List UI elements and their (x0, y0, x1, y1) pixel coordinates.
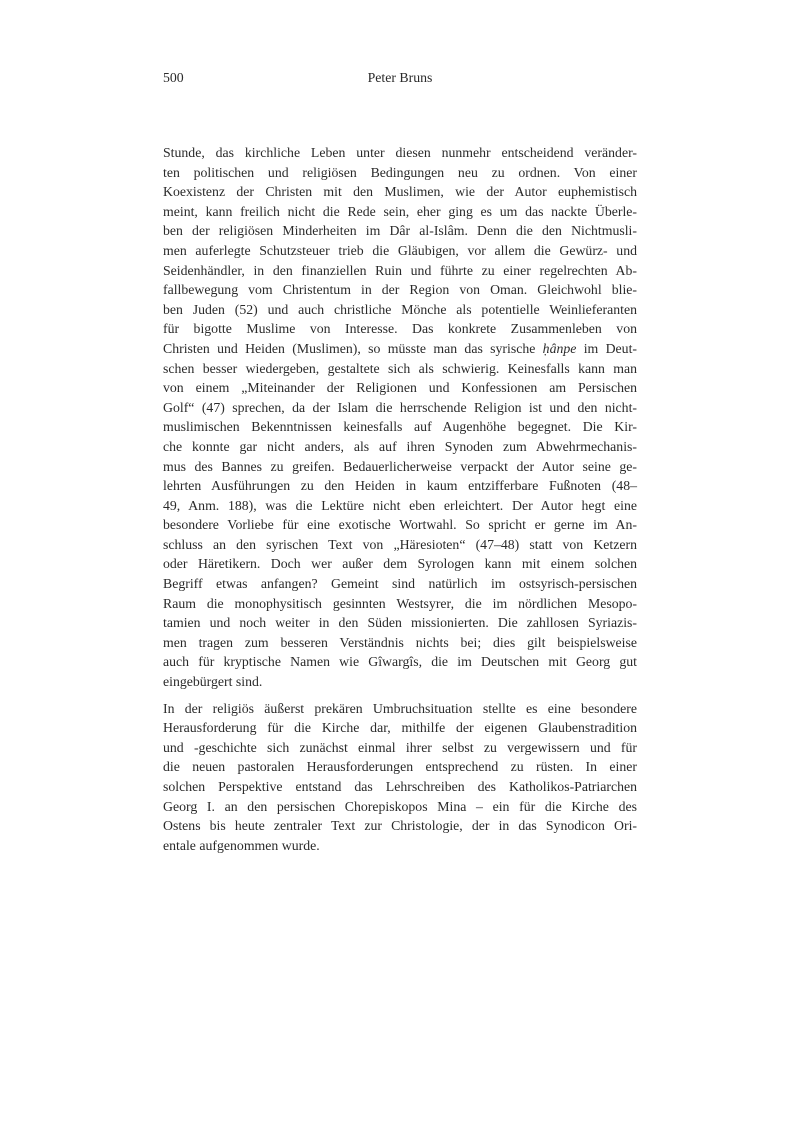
text-line: meint, kann freilich nicht die Rede sein, eher ging es um das nackte Überle- (163, 203, 637, 219)
text-line: Christen und Heiden (Muslimen), so müsste man das syrische ḥânpe im Deut- (163, 340, 637, 356)
text-line: besondere Vorliebe für eine exotische Wortwahl. So spricht er gerne im An- (163, 517, 637, 533)
text-line: von einem „Miteinander der Religionen und Konfessionen am Persischen (163, 380, 637, 396)
text-line: solchen Perspektive entstand das Lehrschreiben des Katholikos-Patriarchen (163, 779, 637, 794)
text-line: Georg I. an den persischen Chorepiskopos Mina – ein für die Kirche des (163, 798, 637, 814)
text-line: fallbewegung vom Christentum in der Region von Oman. Gleichwohl blie- (163, 282, 637, 298)
paragraph-1 (163, 143, 637, 692)
text-line: muslimischen Bekenntnissen keinesfalls auf Augenhöhe begegnet. Die Kir- (163, 419, 637, 435)
body-text (163, 143, 637, 855)
page-number: 500 (163, 70, 184, 85)
text-line: oder Häretikern. Doch wer außer dem Syrologen kann mit einem solchen (163, 556, 637, 572)
text-line: auch für kryptische Namen wie Gîwargîs, die im Deutschen mit Georg gut (163, 654, 637, 670)
text-line: Koexistenz der Christen mit den Muslimen, wie der Autor euphemistisch (163, 184, 637, 200)
text-line: men auferlegte Schutzsteuer trieb die Gläubigen, vor allem die Gewürz- und (163, 242, 637, 258)
text-line: schen besser wiedergeben, gestaltete sich als schwierig. Keinesfalls kann man (163, 360, 637, 376)
running-head: Peter Bruns (367, 70, 433, 85)
text-line: ten politischen und religiösen Bedingungen neu zu ordnen. Von einer (163, 164, 637, 180)
text-line: für bigotte Muslime von Interesse. Das konkrete Zusammenleben von (163, 321, 637, 337)
text-line: lehrten Ausführungen zu den Heiden in kaum entzifferbare Fußnoten (48– (163, 478, 637, 494)
text-line: die neuen pastoralen Herausforderungen entsprechend zu rüsten. In einer (163, 759, 637, 775)
text-line: tamien und noch weiter in den Süden missionierten. Die zahllosen Syriazis- (163, 615, 637, 631)
text-line: ben Juden (52) und auch christliche Mönche als potentielle Weinlieferanten (163, 301, 637, 317)
text-line: Herausforderung für die Kirche dar, mithilfe der eigenen Glaubenstradition (163, 720, 637, 736)
text-line: Raum die monophysitisch gesinnten Westsyrer, die im nördlichen Mesopo- (163, 595, 637, 611)
text-line: che konnte gar nicht anders, als auf ihren Synoden zum Abwehrmechanis- (163, 438, 637, 454)
text-line: schluss an den syrischen Text von „Häresioten“ (47–48) statt von Ketzern (163, 536, 637, 552)
text-line: entale aufgenommen wurde. (163, 837, 320, 853)
text-line: 49, Anm. 188), was die Lektüre nicht eben erleichtert. Der Autor hegt eine (163, 497, 637, 513)
text-line: men tragen zum besseren Verständnis nichts bei; dies gilt beispielsweise (163, 634, 637, 650)
text-line: und -geschichte sich zunächst einmal ihrer selbst zu vergewissern und für (163, 739, 637, 755)
text-line: Stunde, das kirchliche Leben unter diesen nunmehr entscheidend veränder- (163, 145, 637, 160)
text-line: Ostens bis heute zentraler Text zur Christologie, der in das Synodicon Ori- (163, 818, 637, 834)
paragraph-2 (163, 699, 637, 856)
text-line: eingebürgert sind. (163, 674, 263, 690)
text-line: In der religiös äußerst prekären Umbruchsituation stellte es eine besondere (163, 700, 637, 716)
text-line: ben der religiösen Minderheiten im Dâr al-Islâm. Denn die den Nichtmusli- (163, 223, 637, 239)
text-line: mus des Bannes zu greifen. Bedauerlicherweise verpackt der Autor seine ge- (163, 458, 637, 474)
text-line: Begriff etwas anfangen? Gemeint sind natürlich im ostsyrisch-persischen (163, 576, 637, 592)
page-header (163, 69, 637, 87)
text-line: Golf“ (47) sprechen, da der Islam die herrschende Religion ist und den nicht- (163, 399, 637, 415)
text-line: Seidenhändler, in den finanziellen Ruin und führte zu einer regelrechten Ab- (163, 262, 637, 278)
